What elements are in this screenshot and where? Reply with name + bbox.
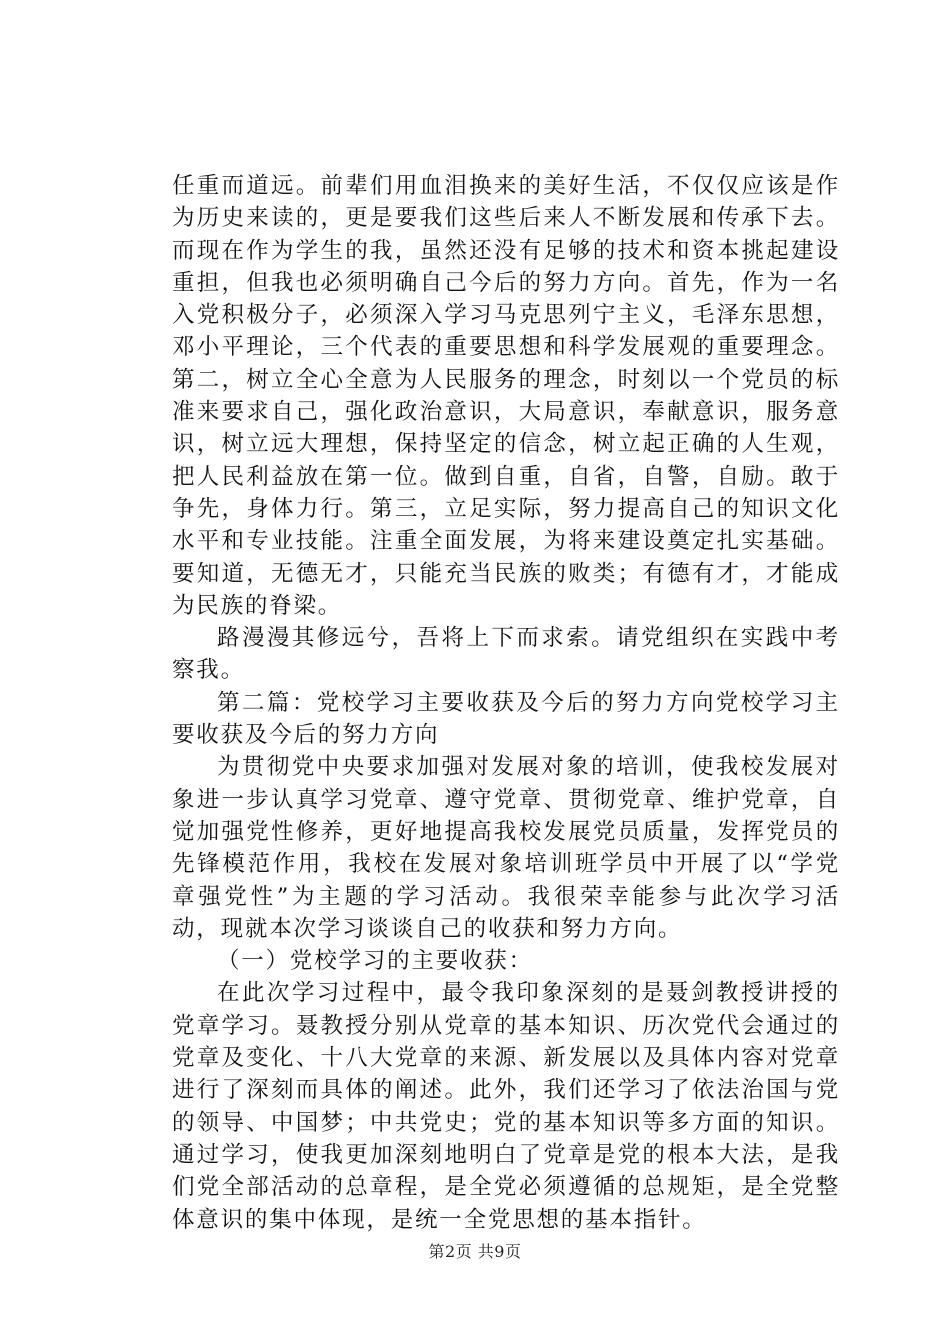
section-heading: 第二篇：党校学习主要收获及今后的努力方向党校学习主要收获及今后的努力方向 (172, 689, 840, 749)
paragraph: 为贯彻党中央要求加强对发展对象的培训，使我校发展对象进一步认真学习党章、遵守党章、贯彻党章、维护党章，自觉加强党性修养，更好地提高我校发展党员质量，发挥党员的先锋模范作用，我校在发展对象培训班学员中开展了以“学党章强党性”为主题的学习活动。我很荣幸能参与此次学习活动，现就本次学习谈谈自己的收获和努力方向。 (172, 754, 840, 942)
paragraph: 在此次学习过程中，最令我印象深刻的是聂剑教授讲授的党章学习。聂教授分别从党章的基本知识、历次党代会通过的党章及变化、十八大党章的来源、新发展以及具体内容对党章进行了深刻而具体的阐述。此外，我们还学习了依法治国与党的领导、中国梦；中共党史；党的基本知识等多方面的知识。通过学习，使我更加深刻地明白了党章是党的根本大法，是我们党全部活动的总章程，是全党必须遵循的总规矩，是全党整体意识的集中体现，是统一全党思想的基本指针。 (172, 980, 840, 1233)
document-body (172, 170, 840, 1236)
subsection-heading: （一）党校学习的主要收获： (217, 948, 533, 975)
page-number-footer: 第2页 共9页 (428, 1242, 522, 1261)
paragraph: 任重而道远。前辈们用血泪换来的美好生活，不仅仅应该是作为历史来读的，更是要我们这些后来人不断发展和传承下去。而现在作为学生的我，虽然还没有足够的技术和资本挑起建设重担，但我也必须明确自己今后的努力方向。首先，作为一名入党积极分子，必须深入学习马克思列宁主义，毛泽东思想，邓小平理论，三个代表的重要思想和科学发展观的重要理念。第二，树立全心全意为人民服务的理念，时刻以一个党员的标准来要求自己，强化政治意识，大局意识，奉献意识，服务意识，树立远大理想，保持坚定的信念，树立起正确的人生观，把人民利益放在第一位。做到自重，自省，自警，自励。敢于争先，身体力行。第三，立足实际，努力提高自己的知识文化水平和专业技能。注重全面发展，为将来建设奠定扎实基础。要知道，无德无才，只能充当民族的败类；有德有才，才能成为民族的脊梁。 (172, 173, 840, 619)
paragraph: 路漫漫其修远兮，吾将上下而求索。请党组织在实践中考察我。 (172, 625, 840, 684)
